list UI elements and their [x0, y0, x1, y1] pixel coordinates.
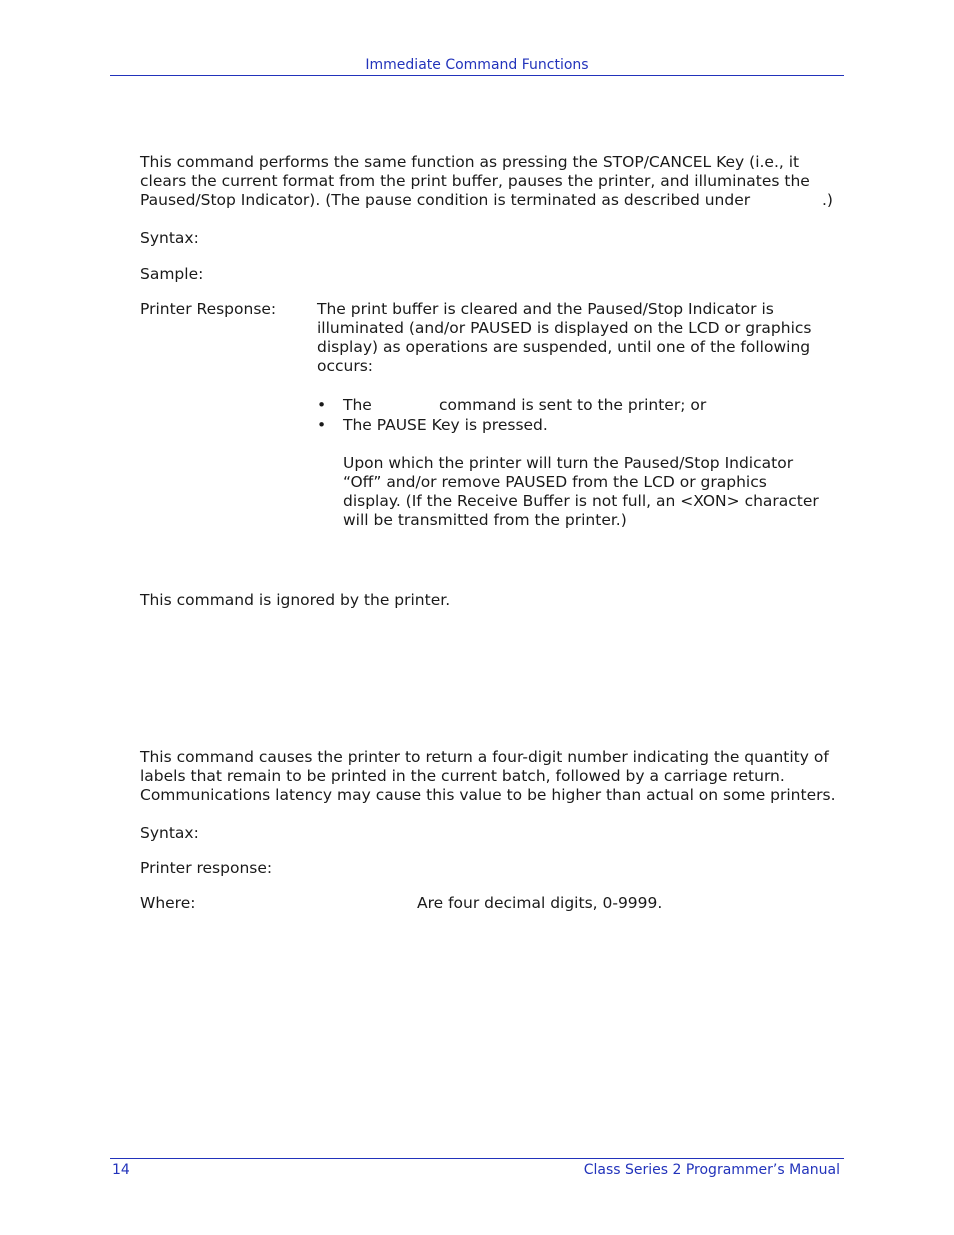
- section2-intro-line-2: labels that remain to be printed in the current batch, followed by a carriage return.: [140, 767, 785, 785]
- section1-sample-label: Sample:: [140, 265, 204, 283]
- response-line-2: illuminated (and/or PAUSED is displayed on the LCD or graphics: [317, 319, 812, 337]
- section1-intro-line-3: Paused/Stop Indicator). (The pause condition is terminated as described under: [140, 191, 751, 209]
- bullet-icon: •: [317, 416, 327, 434]
- section2-where-description: Are four decimal digits, 0-9999.: [417, 894, 663, 912]
- section2-intro-line-3: Communications latency may cause this value to be higher than actual on some printers.: [140, 786, 836, 804]
- manual-title: Class Series 2 Programmer’s Manual: [583, 1162, 840, 1178]
- bullet-icon: •: [317, 396, 327, 414]
- section2-intro-line-1: This command causes the printer to return a four-digit number indicating the quantity of: [140, 748, 829, 766]
- followup-line-4: will be transmitted from the printer.): [343, 511, 627, 529]
- bullet1-prefix: The: [343, 396, 372, 414]
- bullet1-suffix: command is sent to the printer; or: [439, 396, 707, 414]
- section1-intro-line-1: This command performs the same function as pressing the STOP/CANCEL Key (i.e., it: [140, 153, 800, 171]
- section1-intro-line-2: clears the current format from the print buffer, pauses the printer, and illuminates the: [140, 172, 810, 190]
- section1-response-label: Printer Response:: [140, 300, 277, 318]
- running-header-title: Immediate Command Functions: [365, 57, 589, 73]
- header-rule: [110, 75, 844, 76]
- response-line-3: display) as operations are suspended, until one of the following: [317, 338, 811, 356]
- page-number: 14: [112, 1162, 130, 1178]
- followup-line-3: display. (If the Receive Buffer is not full, an <XON> character: [343, 492, 819, 510]
- followup-line-1: Upon which the printer will turn the Paused/Stop Indicator: [343, 454, 794, 472]
- section2-syntax-label: Syntax:: [140, 824, 199, 842]
- section2-where-label: Where:: [140, 894, 196, 912]
- response-line-4: occurs:: [317, 357, 374, 375]
- section1-intro-tail: .): [822, 191, 833, 209]
- footer-rule: [110, 1158, 844, 1159]
- followup-line-2: “Off” and/or remove PAUSED from the LCD or graphics: [343, 473, 767, 491]
- section1-syntax-label: Syntax:: [140, 229, 199, 247]
- response-line-1: The print buffer is cleared and the Paused/Stop Indicator is: [317, 300, 774, 318]
- ignored-note: This command is ignored by the printer.: [140, 591, 451, 609]
- bullet2-text: The PAUSE Key is pressed.: [343, 416, 548, 434]
- section2-response-label: Printer response:: [140, 859, 273, 877]
